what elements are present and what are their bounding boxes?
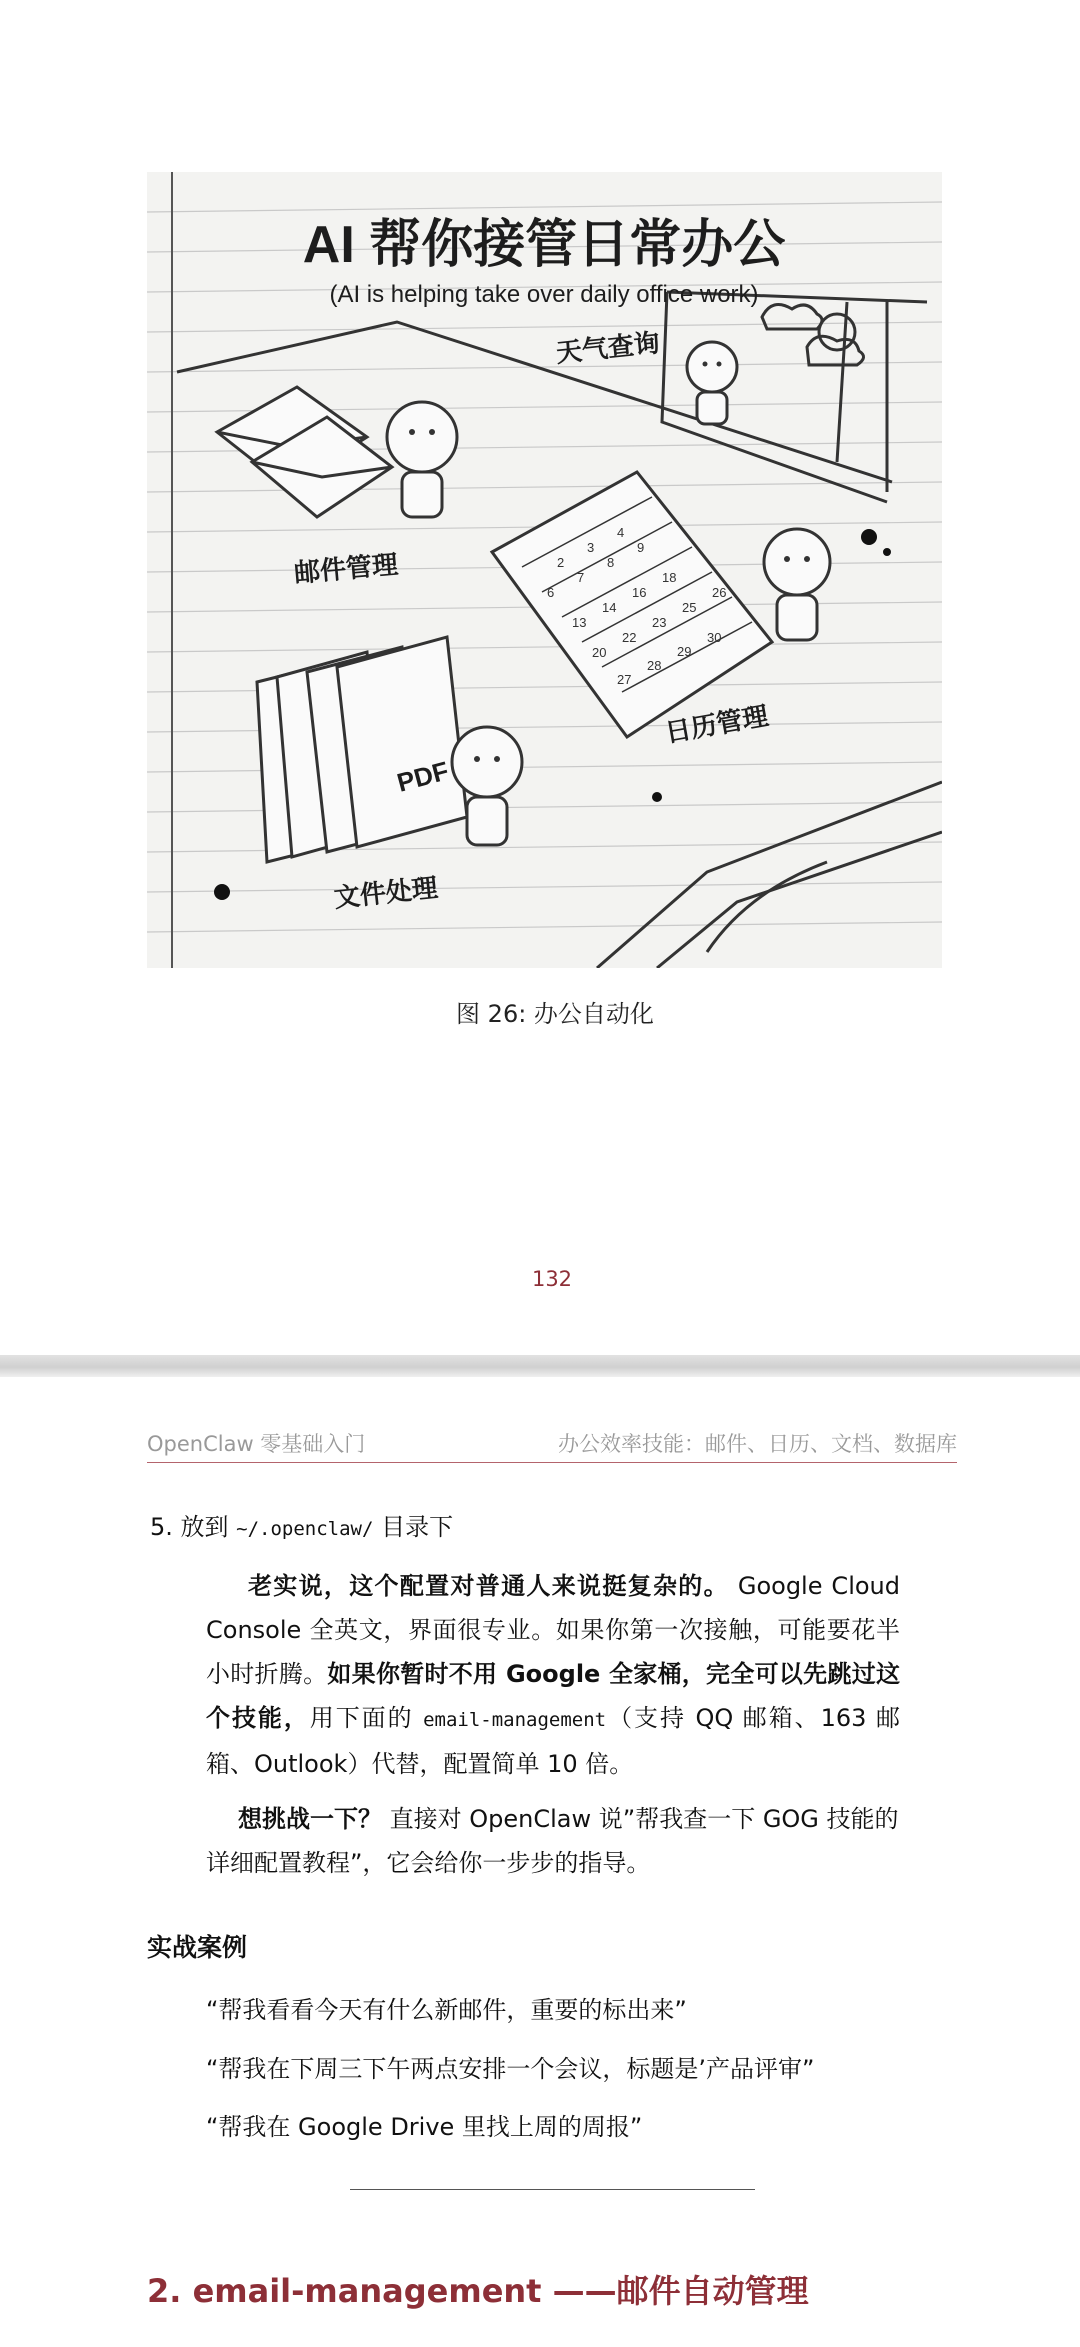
case-item: “帮我在 Google Drive 里找上周的周报” [206,2113,643,2141]
svg-text:30: 30 [707,630,722,645]
challenge-text: 直接对 OpenClaw 说”帮我查一下 GOG 技能的详细配置教程”，它会给你一步步的指导。 [206,1805,899,1877]
page-break-separator [0,1355,1080,1377]
section-heading-email-management: 2. email-management ——邮件自动管理 [147,2272,809,2310]
running-header [147,1428,957,1463]
page-number: 132 [531,1267,573,1291]
svg-text:23: 23 [652,615,667,630]
challenge-paragraph [206,1797,900,1885]
svg-text:3: 3 [587,540,595,555]
svg-text:16: 16 [632,585,647,600]
svg-text:13: 13 [572,615,587,630]
svg-text:4: 4 [617,525,625,540]
label-email: 邮件管理 [292,549,400,588]
svg-text:27: 27 [617,672,632,687]
config-note-paragraph [206,1564,900,1786]
note-bold-1: 老实说，这个配置对普通人来说挺复杂的。 [248,1572,729,1600]
running-header-chapter-title: 办公效率技能：邮件、日历、文档、数据库 [558,1432,957,1456]
running-header-book-title: OpenClaw 零基础入门 [147,1432,366,1456]
label-calendar: 日历管理 [662,700,771,748]
figure-subtitle: (AI is helping take over daily office work) [329,281,759,308]
note-text-2: 用下面的 [309,1704,424,1732]
figure-title: AI 帮你接管日常办公 [302,216,786,274]
svg-text:14: 14 [602,600,617,615]
step-5-path: ~/.openclaw/ [236,1518,374,1540]
svg-text:22: 22 [622,630,637,645]
section-divider [350,2189,755,2190]
svg-text:28: 28 [647,658,662,673]
figure-caption: 图 26: 办公自动化 [456,1000,654,1028]
note-text-1: Google Cloud Console 全英文，界面很专业。如果你第一次接触，可能要花半小时折腾。 [206,1572,900,1688]
step-5-prefix: 5. 放到 [150,1513,237,1541]
svg-text:9: 9 [637,540,645,555]
svg-text:18: 18 [662,570,677,585]
label-weather: 天气查询 [554,327,662,368]
note-bold-2: 如果你暂时不用 Google 全家桶，完全可以先跳过这个技能， [206,1660,900,1732]
case-item: “帮我在下周三下午两点安排一个会议，标题是’产品评审” [206,2055,815,2083]
svg-text:25: 25 [682,600,697,615]
note-text-3: （支持 QQ 邮箱、163 邮箱、Outlook）代替，配置简单 10 倍。 [206,1704,900,1778]
svg-text:8: 8 [607,555,615,570]
case-item: “帮我看看今天有什么新邮件，重要的标出来” [206,1996,687,2024]
office-automation-illustration [147,172,942,968]
step-5-suffix: 目录下 [373,1513,454,1541]
step-5-item [150,1505,453,1551]
label-pdf: PDF [393,755,452,798]
label-files: 文件处理 [332,872,440,913]
svg-text:29: 29 [677,644,692,659]
svg-text:20: 20 [592,645,607,660]
svg-text:7: 7 [577,570,585,585]
challenge-bold: 想挑战一下？ [238,1805,382,1833]
svg-text:6: 6 [547,585,555,600]
svg-text:26: 26 [712,585,727,600]
note-code: email-management [423,1709,607,1731]
cases-heading: 实战案例 [147,1933,248,1962]
svg-text:2: 2 [557,555,565,570]
